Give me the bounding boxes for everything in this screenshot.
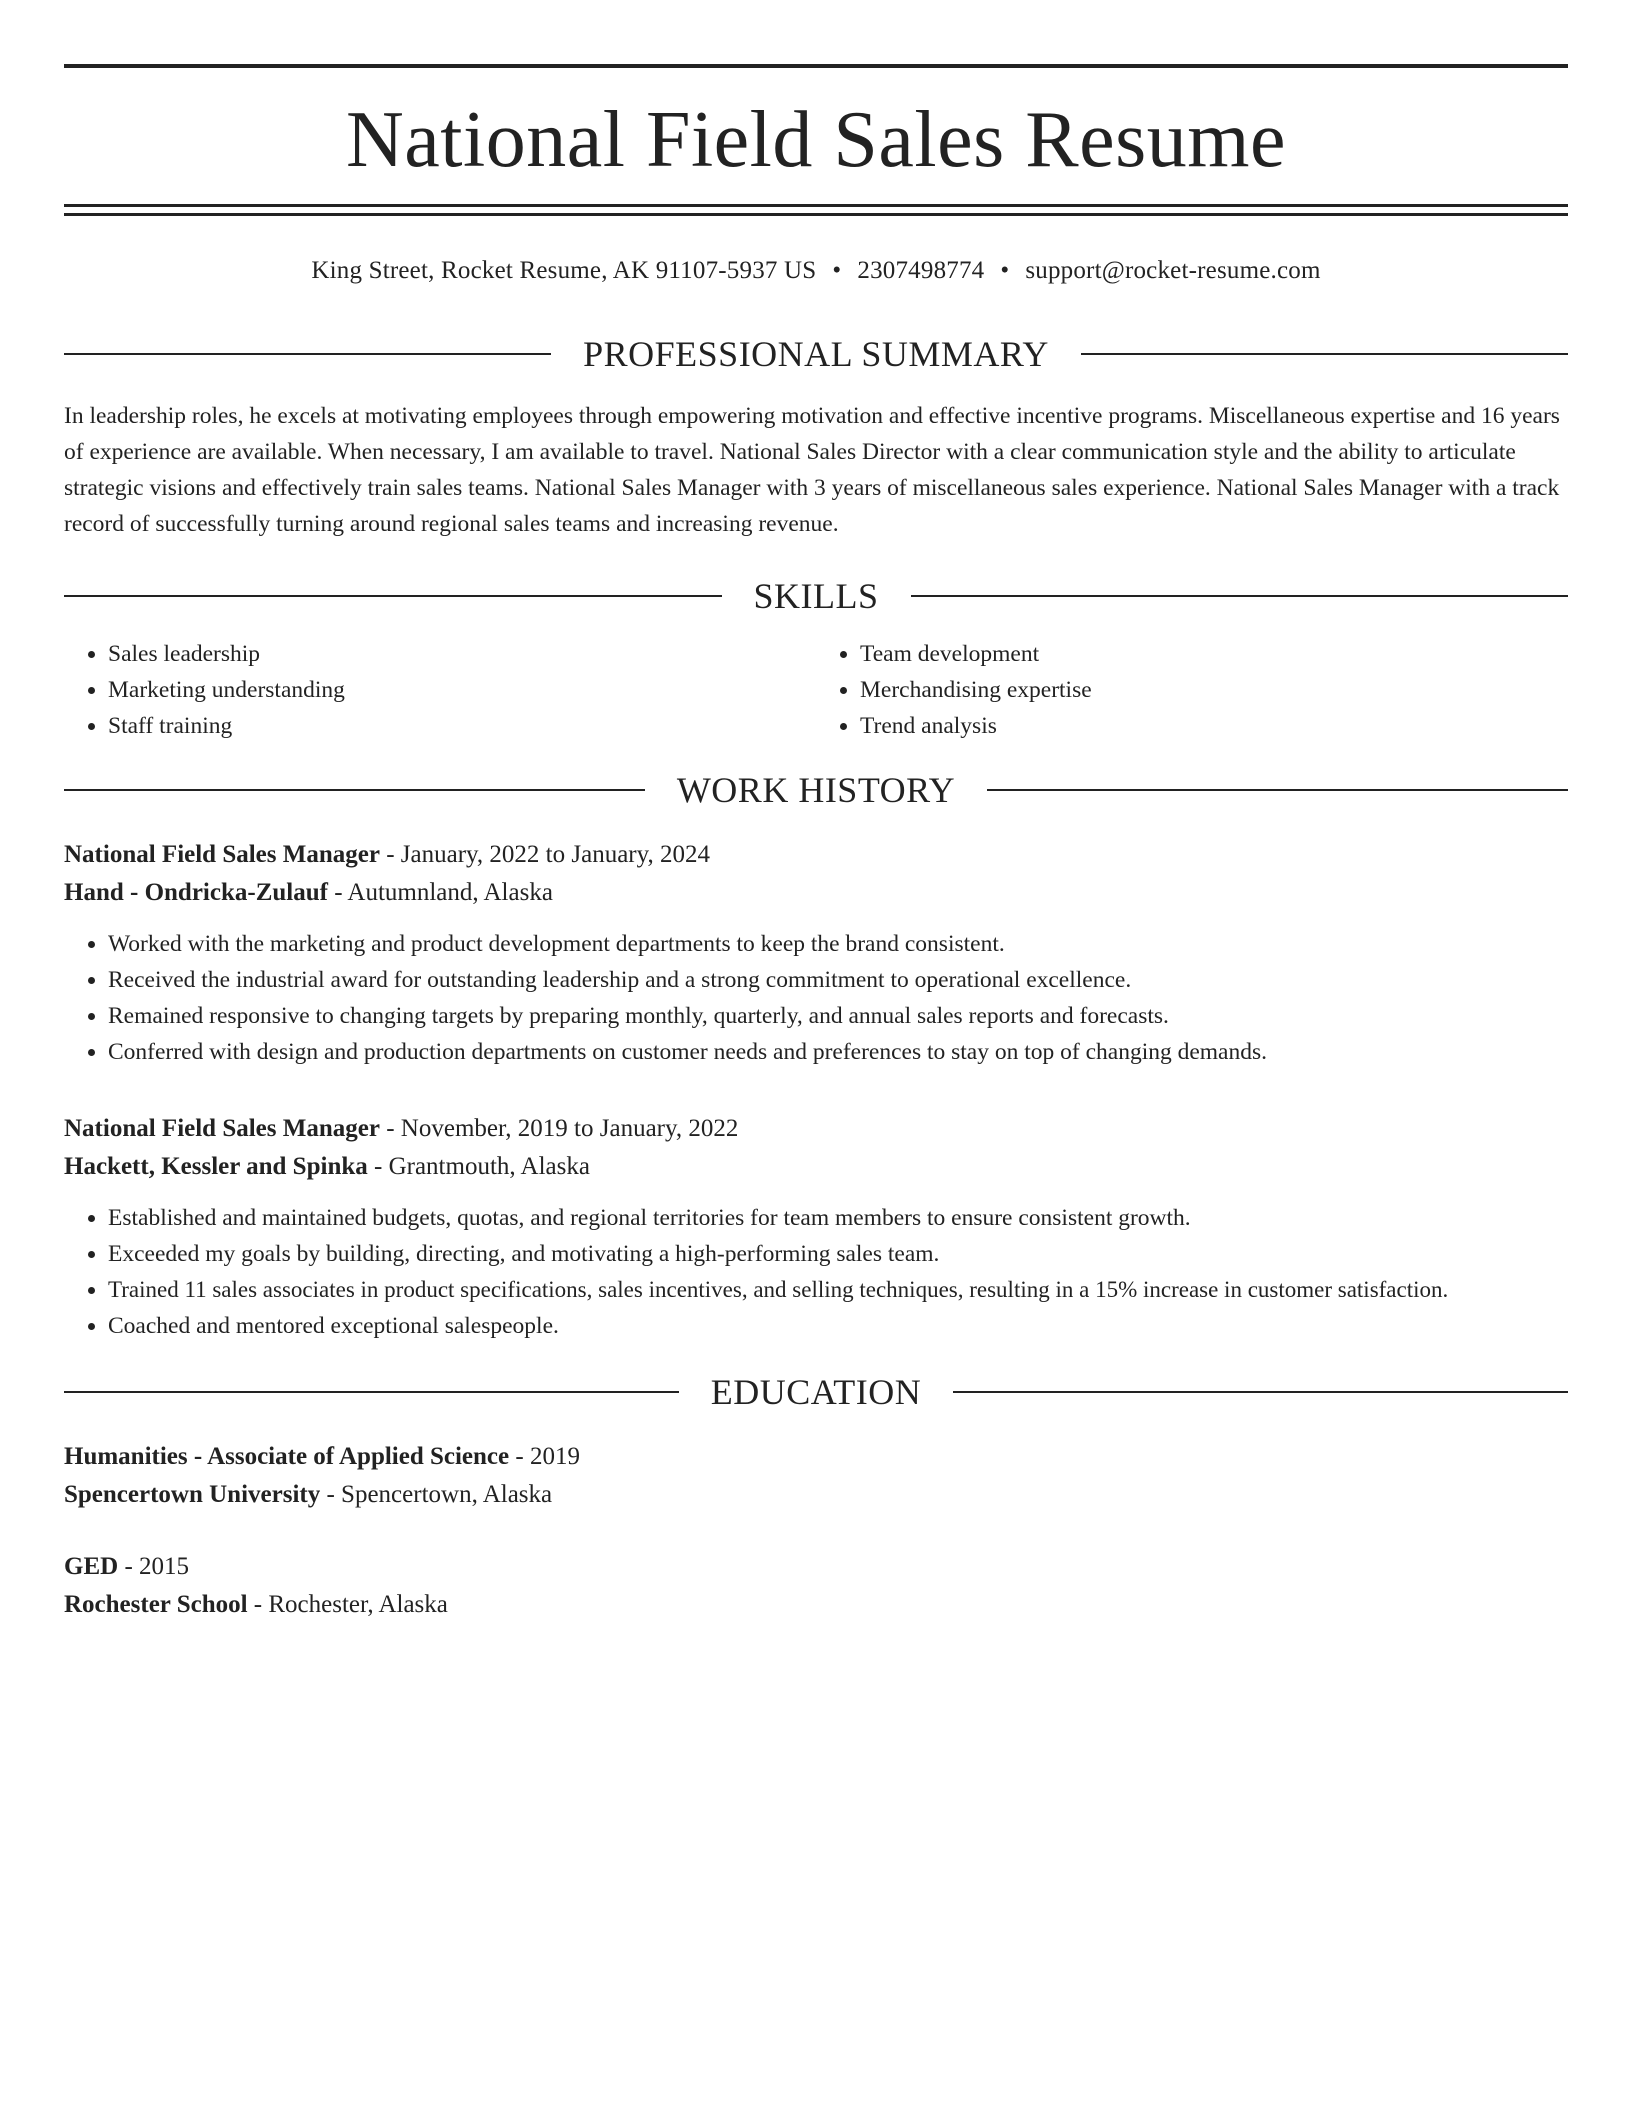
contact-address: King Street, Rocket Resume, AK 91107-5937 US	[311, 257, 817, 284]
section-title: EDUCATION	[710, 1372, 922, 1412]
skill-item: • Trend analysis	[860, 708, 1568, 744]
contact-phone: 2307498774	[857, 257, 985, 284]
section-title: PROFESSIONAL SUMMARY	[583, 334, 1049, 374]
contact-email: support@rocket-resume.com	[1025, 257, 1321, 284]
skill-item: • Marketing understanding	[108, 672, 816, 708]
section-title: SKILLS	[753, 576, 879, 616]
job-bullet: • Conferred with design and production departments on customer needs and preferences to stay on top of changing demands.	[108, 1034, 1568, 1070]
job-title: National Field Sales Manager	[64, 1115, 380, 1142]
job-bullet: • Established and maintained budgets, quotas, and regional territories for team members to ensure consistent growth.	[108, 1200, 1568, 1236]
skill-item: • Staff training	[108, 708, 816, 744]
education-degree: GED	[64, 1553, 119, 1580]
skill-item: • Sales leadership	[108, 636, 816, 672]
education-year: - 2019	[509, 1443, 580, 1470]
job-bullet: • Received the industrial award for outstanding leadership and a strong commitment to operational excellence.	[108, 962, 1568, 998]
section-heading-work	[64, 768, 1568, 812]
contact-line	[64, 254, 1568, 288]
job-bullets	[64, 1200, 1568, 1344]
job-bullet: • Coached and mentored exceptional salespeople.	[108, 1308, 1568, 1344]
section-heading-skills	[64, 574, 1568, 618]
page-title: National Field Sales Resume	[345, 96, 1287, 184]
skills-list	[64, 636, 1568, 744]
skill-item: • Merchandising expertise	[860, 672, 1568, 708]
title-double-rule	[64, 204, 1568, 216]
job-location: - Autumnland, Alaska	[327, 879, 553, 906]
top-rule	[64, 64, 1568, 68]
education-location: - Spencertown, Alaska	[320, 1481, 553, 1508]
job-bullets	[64, 926, 1568, 1070]
skill-item: • Team development	[860, 636, 1568, 672]
job-bullet: • Remained responsive to changing targets by preparing monthly, quarterly, and annual sales reports and forecasts.	[108, 998, 1568, 1034]
job-bullet: • Trained 11 sales associates in product specifications, sales incentives, and selling techniques, resulting in a 15% increase in customer satisfaction.	[108, 1272, 1568, 1308]
job-dates: - November, 2019 to January, 2022	[379, 1115, 739, 1142]
job-dates: - January, 2022 to January, 2024	[379, 841, 710, 868]
education-location: - Rochester, Alaska	[247, 1591, 448, 1618]
job-entry	[64, 836, 1568, 1070]
section-title: WORK HISTORY	[676, 770, 956, 810]
job-bullet: • Worked with the marketing and product development departments to keep the brand consistent.	[108, 926, 1568, 962]
section-heading-summary	[64, 332, 1568, 376]
education-entry	[64, 1438, 1568, 1514]
job-title: National Field Sales Manager	[64, 841, 380, 868]
contact-separator: •	[832, 257, 842, 284]
skills-column-right	[816, 636, 1568, 744]
summary-paragraph: In leadership roles, he excels at motivating employees through empowering motivation and effective incentive programs. Miscellaneous expertise and 16 years of experience are available. When necessary, I am available to travel. National Sales Director with a clear communication style and the ability to articulate strategic visions and effectively train sales teams. National Sales Manager with 3 years of miscellaneous sales experience. National Sales Manager with a track record of successfully turning around regional sales teams and increasing revenue.	[64, 403, 1560, 537]
job-company: Hackett, Kessler and Spinka	[64, 1153, 368, 1180]
job-entry	[64, 1110, 1568, 1344]
skills-column-left	[64, 636, 816, 744]
education-school: Rochester School	[64, 1591, 248, 1618]
job-bullet: • Exceeded my goals by building, directing, and motivating a high-performing sales team.	[108, 1236, 1568, 1272]
job-location: - Grantmouth, Alaska	[367, 1153, 590, 1180]
education-school: Spencertown University	[64, 1481, 321, 1508]
job-company: Hand - Ondricka-Zulauf	[64, 879, 328, 906]
education-year: - 2015	[118, 1553, 190, 1580]
education-entry	[64, 1548, 1568, 1624]
resume-page	[64, 64, 1568, 1624]
education-degree: Humanities - Associate of Applied Science	[64, 1443, 510, 1470]
contact-separator: •	[1000, 257, 1010, 284]
section-heading-education	[64, 1370, 1568, 1414]
